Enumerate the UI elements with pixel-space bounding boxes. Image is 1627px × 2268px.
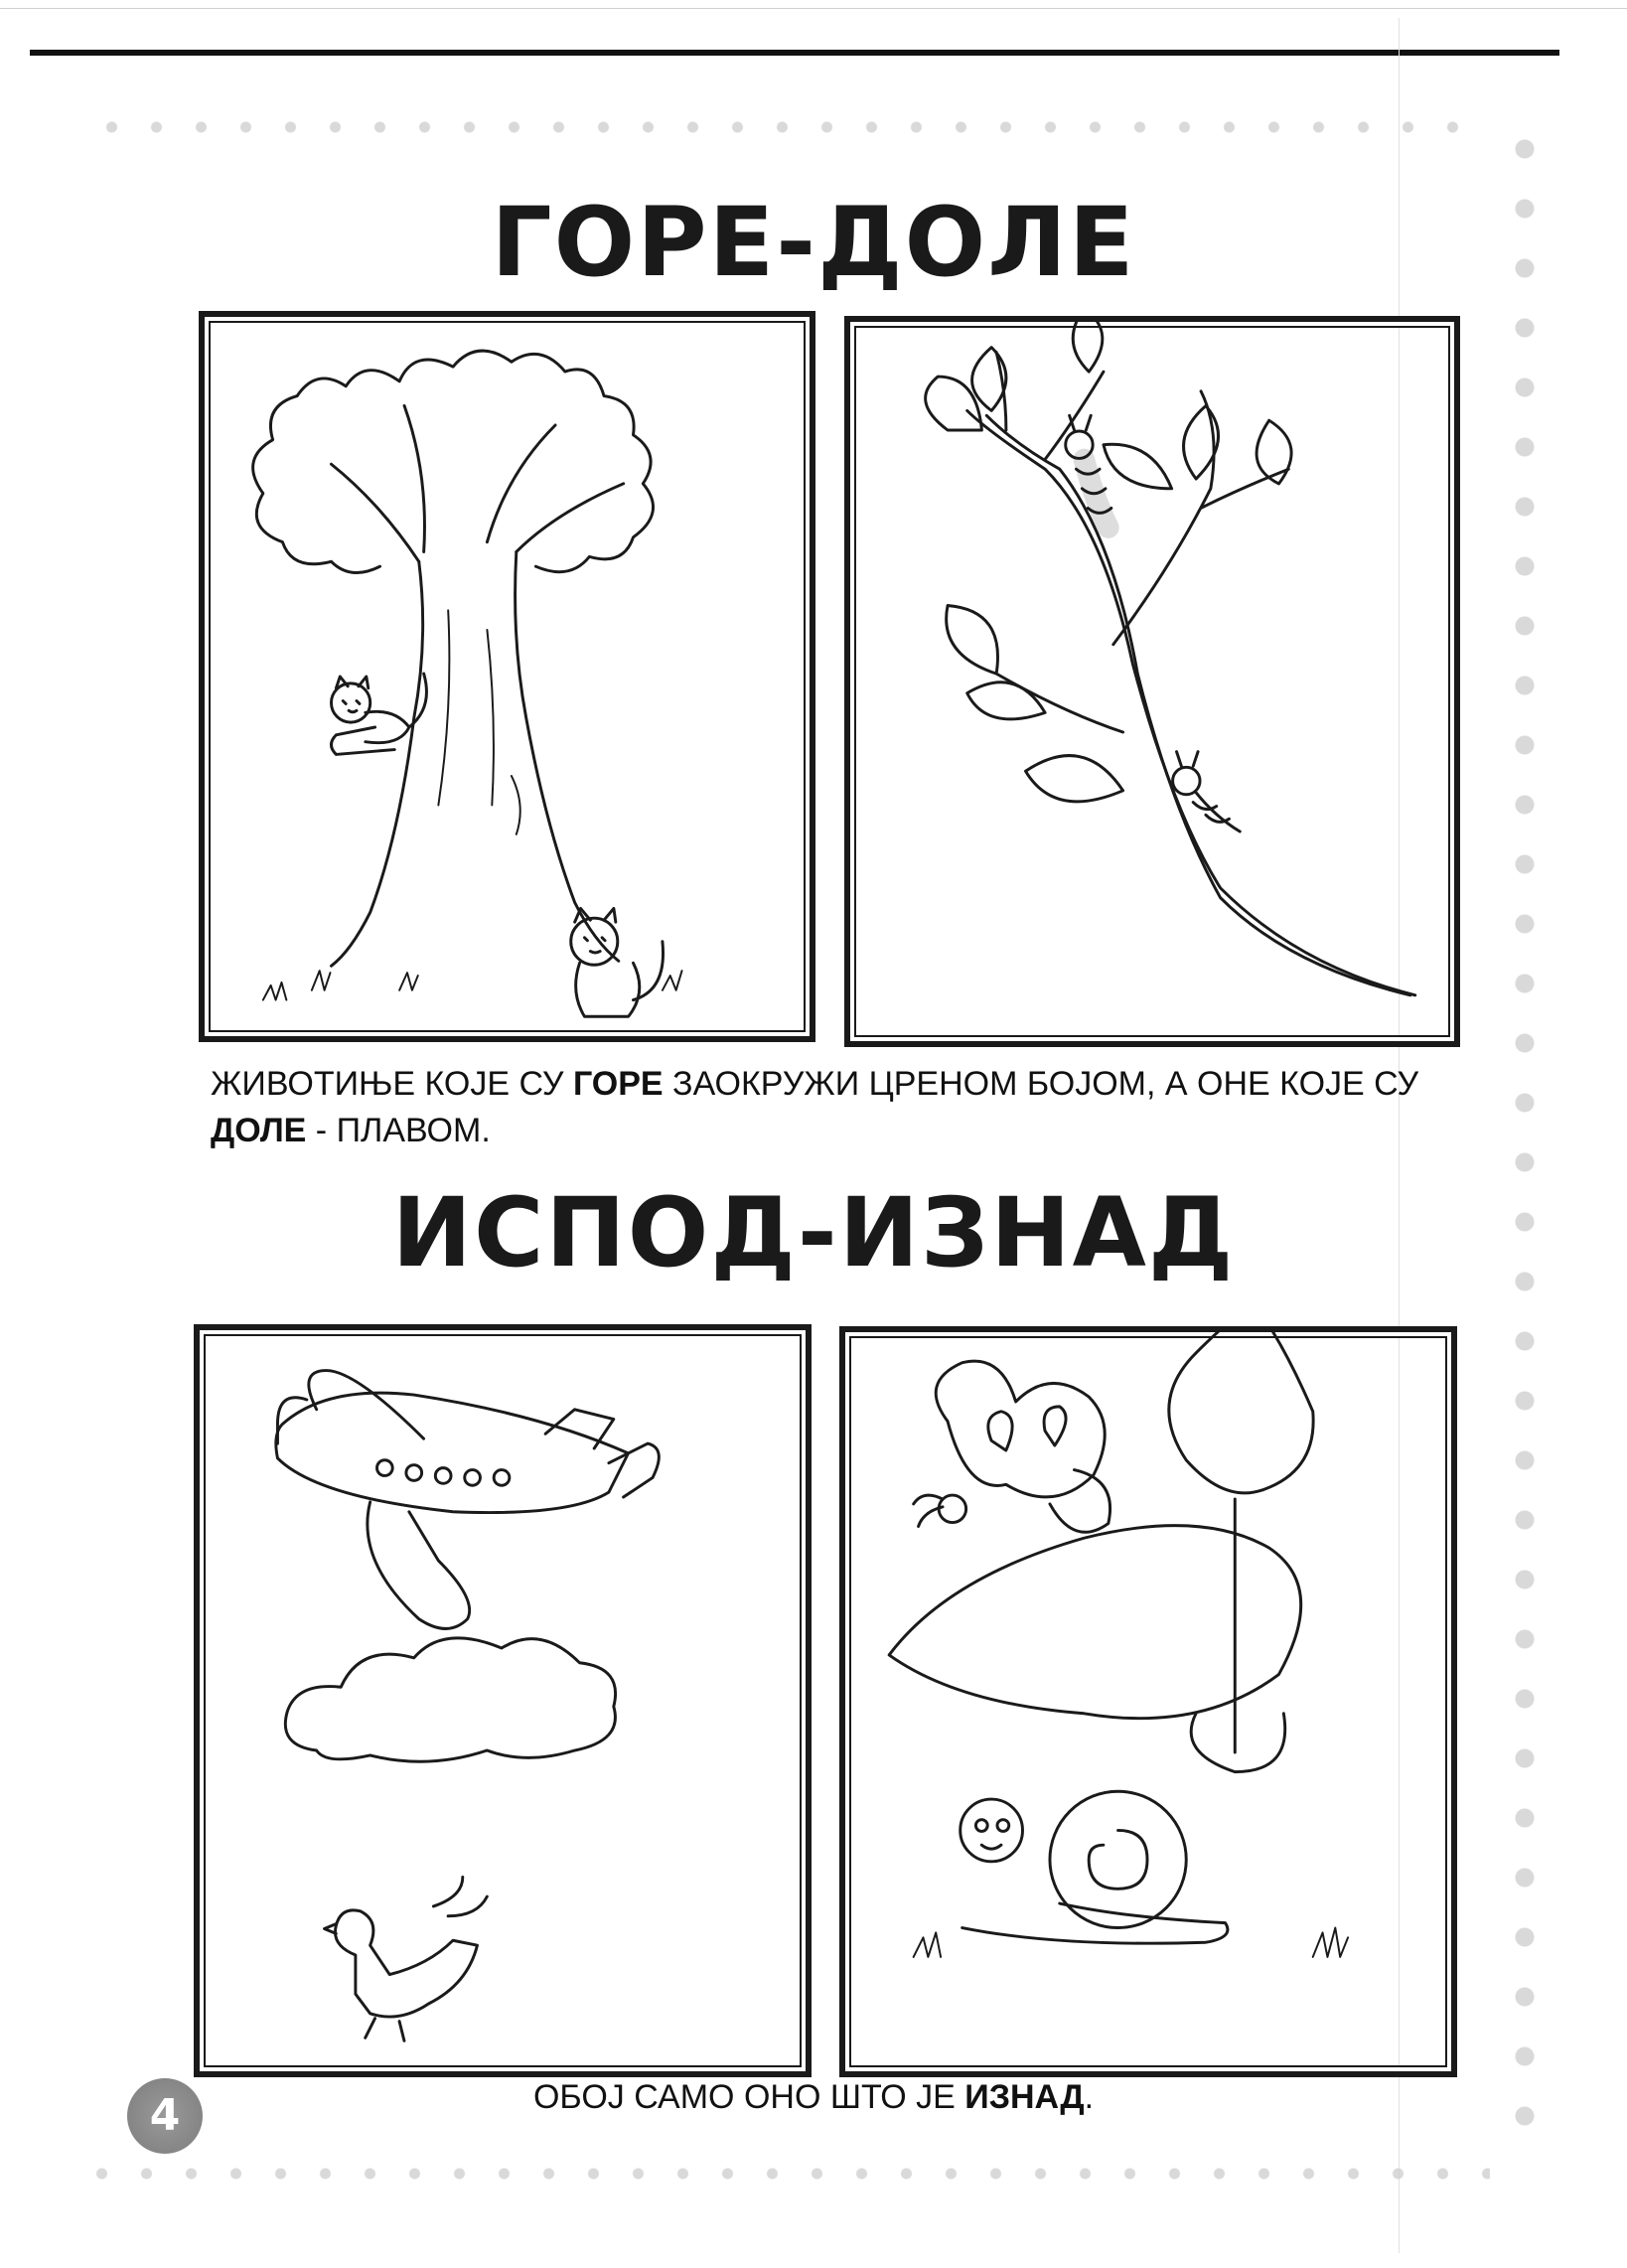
window-1 xyxy=(376,1460,392,1476)
tree-crown-left xyxy=(253,396,380,573)
header-rule xyxy=(30,50,1559,56)
instruction-up-down: ЖИВОТИЊЕ КОЈЕ СУ ГОРЕ ЗАОКРУЖИ ЦРЕНОМ БОЈОМ, А ОНЕ КОЈЕ СУ ДОЛЕ - ПЛАВОМ. xyxy=(211,1065,1419,1149)
caterpillar-bottom-antennae xyxy=(1177,752,1199,767)
snail-drawing xyxy=(845,1332,1451,2071)
branch-main-bottom xyxy=(986,415,1410,994)
twigs xyxy=(996,353,1288,732)
plane-top-wing xyxy=(309,1371,424,1439)
section-title-below-above: ИСПОД-ИЗНАД xyxy=(391,1177,1236,1288)
tree-branches xyxy=(331,405,623,561)
picture-butterfly-leaf-snail[interactable] xyxy=(839,1326,1457,2077)
window-5 xyxy=(494,1470,510,1486)
tree-limb xyxy=(331,727,394,754)
decorative-border-right xyxy=(1510,119,1540,2166)
decorative-border-top xyxy=(89,117,1480,137)
snail-head xyxy=(961,1799,1023,1862)
duck-body xyxy=(335,1910,477,2017)
instruction-below-above: ОБОЈ САМО ОНО ШТО ЈЕ ИЗНАД. xyxy=(532,2078,1095,2116)
snail-eye-right xyxy=(997,1820,1009,1832)
window-3 xyxy=(435,1468,451,1484)
big-leaf xyxy=(889,1526,1301,1719)
trunk-texture xyxy=(438,610,519,834)
picture-tree-with-cats[interactable] xyxy=(199,311,815,1042)
plane-cockpit xyxy=(277,1398,306,1443)
section-title-up-down: ГОРЕ-ДОЛЕ xyxy=(491,187,1136,298)
cat-down-body xyxy=(576,942,664,1017)
butterfly-wing-lower xyxy=(1050,1470,1110,1533)
butterfly-wing-spots xyxy=(988,1407,1066,1450)
trunk-left xyxy=(331,561,422,966)
leaf-8 xyxy=(967,682,1045,719)
tree-drawing xyxy=(205,317,810,1036)
cat-up-face xyxy=(336,677,368,712)
branch-drawing xyxy=(850,322,1454,1041)
small-leaf xyxy=(1191,1714,1285,1772)
plane-tail xyxy=(609,1443,659,1497)
snail-smile xyxy=(981,1845,1001,1849)
butterfly-wing-upper xyxy=(936,1361,1105,1497)
leaf-3 xyxy=(1073,322,1103,372)
grass xyxy=(263,971,682,999)
standing-leaf xyxy=(1169,1332,1313,1493)
snail-shell xyxy=(1050,1791,1186,1927)
cloud xyxy=(285,1638,615,1761)
caterpillar-bottom-head xyxy=(1173,767,1200,794)
window-2 xyxy=(406,1465,422,1481)
trunk-right xyxy=(516,551,619,961)
caterpillar-top-antennae xyxy=(1070,415,1092,430)
snail-spiral xyxy=(1089,1830,1147,1889)
cat-down-head xyxy=(571,918,618,965)
page-edge-line xyxy=(0,8,1627,9)
window-4 xyxy=(465,1470,481,1486)
cat-up-body xyxy=(366,674,427,743)
page-number-badge: 4 xyxy=(127,2078,203,2154)
picture-plane-cloud-duck[interactable] xyxy=(194,1324,812,2077)
plane-drawing xyxy=(200,1330,806,2071)
leaf-7 xyxy=(947,606,998,675)
leaf-9 xyxy=(1026,756,1123,802)
branch-main-top xyxy=(967,410,1415,994)
tree-crown-right xyxy=(297,351,653,572)
leaf-6 xyxy=(1104,444,1172,489)
picture-branch-with-caterpillars[interactable] xyxy=(844,316,1460,1047)
caterpillar-bottom-body xyxy=(1193,793,1240,832)
snail-eye-left xyxy=(975,1820,987,1832)
decorative-border-bottom xyxy=(79,2164,1490,2184)
plane-bottom-wing xyxy=(368,1502,470,1628)
